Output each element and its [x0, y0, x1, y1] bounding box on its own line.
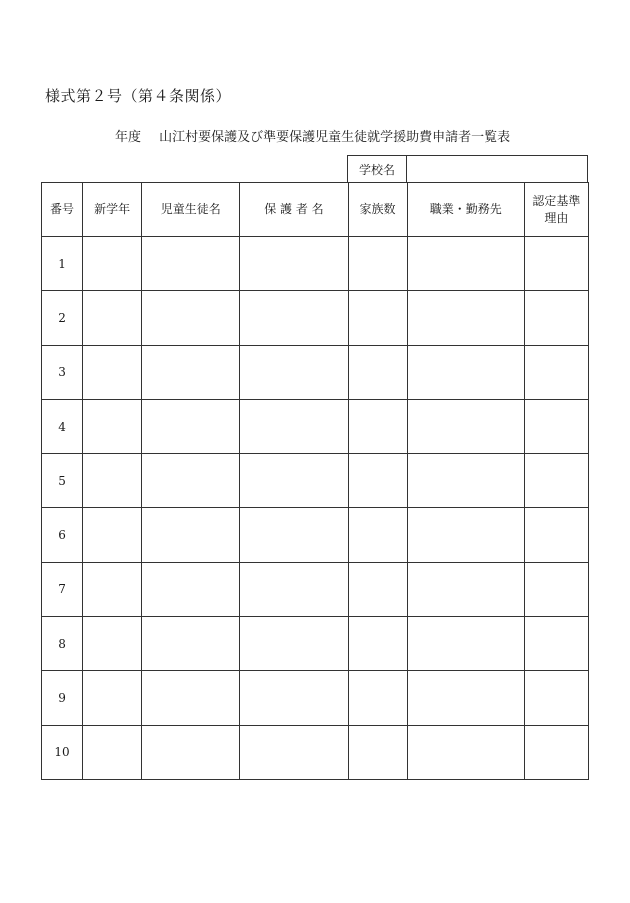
header-certification-reason: 認定基準 理由 [524, 183, 588, 237]
cell-guardian-name[interactable] [240, 237, 348, 291]
cell-family-size[interactable] [348, 562, 407, 616]
cell-number: 7 [42, 562, 83, 616]
cell-occupation[interactable] [407, 345, 524, 399]
title-main: 山江村要保護及び準要保護児童生徒就学援助費申請者一覧表 [159, 130, 511, 145]
table-row [42, 291, 589, 345]
cell-number: 2 [42, 291, 83, 345]
cell-guardian-name[interactable] [240, 291, 348, 345]
form-number-label: 様式第２号（第４条関係） [45, 87, 232, 105]
cell-new-grade[interactable] [83, 562, 142, 616]
cell-occupation[interactable] [407, 399, 524, 453]
cell-number: 4 [42, 399, 83, 453]
cell-new-grade[interactable] [83, 725, 142, 779]
cell-occupation[interactable] [407, 454, 524, 508]
cell-student-name[interactable] [142, 291, 240, 345]
table-row [42, 399, 589, 453]
header-new-grade: 新学年 [83, 183, 142, 237]
cell-number: 1 [42, 237, 83, 291]
cell-new-grade[interactable] [83, 508, 142, 562]
cell-number: 9 [42, 671, 83, 725]
cell-student-name[interactable] [142, 237, 240, 291]
cell-family-size[interactable] [348, 454, 407, 508]
cell-family-size[interactable] [348, 291, 407, 345]
cell-occupation[interactable] [407, 508, 524, 562]
cell-number: 3 [42, 345, 83, 399]
cell-certification-reason[interactable] [524, 562, 588, 616]
cell-family-size[interactable] [348, 617, 407, 671]
cell-guardian-name[interactable] [240, 508, 348, 562]
cell-certification-reason[interactable] [524, 291, 588, 345]
table-row [42, 345, 589, 399]
cell-guardian-name[interactable] [240, 399, 348, 453]
table-row [42, 237, 589, 291]
cell-guardian-name[interactable] [240, 454, 348, 508]
cell-student-name[interactable] [142, 671, 240, 725]
table-row [42, 617, 589, 671]
applicant-table [41, 182, 589, 780]
table-row [42, 562, 589, 616]
cell-family-size[interactable] [348, 345, 407, 399]
cell-occupation[interactable] [407, 237, 524, 291]
table-row [42, 454, 589, 508]
cell-family-size[interactable] [348, 237, 407, 291]
cell-number: 10 [42, 725, 83, 779]
cell-new-grade[interactable] [83, 345, 142, 399]
cell-certification-reason[interactable] [524, 454, 588, 508]
document-title [115, 126, 510, 145]
cell-new-grade[interactable] [83, 399, 142, 453]
cell-student-name[interactable] [142, 617, 240, 671]
table-row [42, 671, 589, 725]
cell-family-size[interactable] [348, 725, 407, 779]
cell-new-grade[interactable] [83, 237, 142, 291]
cell-guardian-name[interactable] [240, 562, 348, 616]
cell-number: 5 [42, 454, 83, 508]
cell-certification-reason[interactable] [524, 345, 588, 399]
school-name-field[interactable] [407, 156, 587, 182]
cell-new-grade[interactable] [83, 671, 142, 725]
cell-student-name[interactable] [142, 562, 240, 616]
cell-guardian-name[interactable] [240, 617, 348, 671]
cell-occupation[interactable] [407, 291, 524, 345]
cell-certification-reason[interactable] [524, 399, 588, 453]
header-number: 番号 [42, 183, 83, 237]
cell-new-grade[interactable] [83, 291, 142, 345]
cell-occupation[interactable] [407, 671, 524, 725]
title-year: 年度 [115, 130, 142, 145]
header-family-size: 家族数 [348, 183, 407, 237]
school-name-label: 学校名 [348, 156, 407, 182]
cell-guardian-name[interactable] [240, 725, 348, 779]
cell-certification-reason[interactable] [524, 617, 588, 671]
school-name-box [347, 155, 588, 182]
cell-number: 8 [42, 617, 83, 671]
cell-guardian-name[interactable] [240, 671, 348, 725]
cell-student-name[interactable] [142, 345, 240, 399]
cell-new-grade[interactable] [83, 454, 142, 508]
cell-family-size[interactable] [348, 399, 407, 453]
cell-certification-reason[interactable] [524, 508, 588, 562]
cell-guardian-name[interactable] [240, 345, 348, 399]
header-occupation: 職業・勤務先 [407, 183, 524, 237]
cell-occupation[interactable] [407, 617, 524, 671]
cell-new-grade[interactable] [83, 617, 142, 671]
cell-family-size[interactable] [348, 508, 407, 562]
table-row [42, 508, 589, 562]
cell-family-size[interactable] [348, 671, 407, 725]
cell-certification-reason[interactable] [524, 725, 588, 779]
cell-student-name[interactable] [142, 508, 240, 562]
cell-occupation[interactable] [407, 725, 524, 779]
cell-student-name[interactable] [142, 454, 240, 508]
table-header-row [42, 183, 589, 237]
cell-occupation[interactable] [407, 562, 524, 616]
header-student-name: 児童生徒名 [142, 183, 240, 237]
cell-number: 6 [42, 508, 83, 562]
table-row [42, 725, 589, 779]
cell-student-name[interactable] [142, 725, 240, 779]
cell-certification-reason[interactable] [524, 237, 588, 291]
header-guardian-name: 保 護 者 名 [240, 183, 348, 237]
cell-student-name[interactable] [142, 399, 240, 453]
cell-certification-reason[interactable] [524, 671, 588, 725]
